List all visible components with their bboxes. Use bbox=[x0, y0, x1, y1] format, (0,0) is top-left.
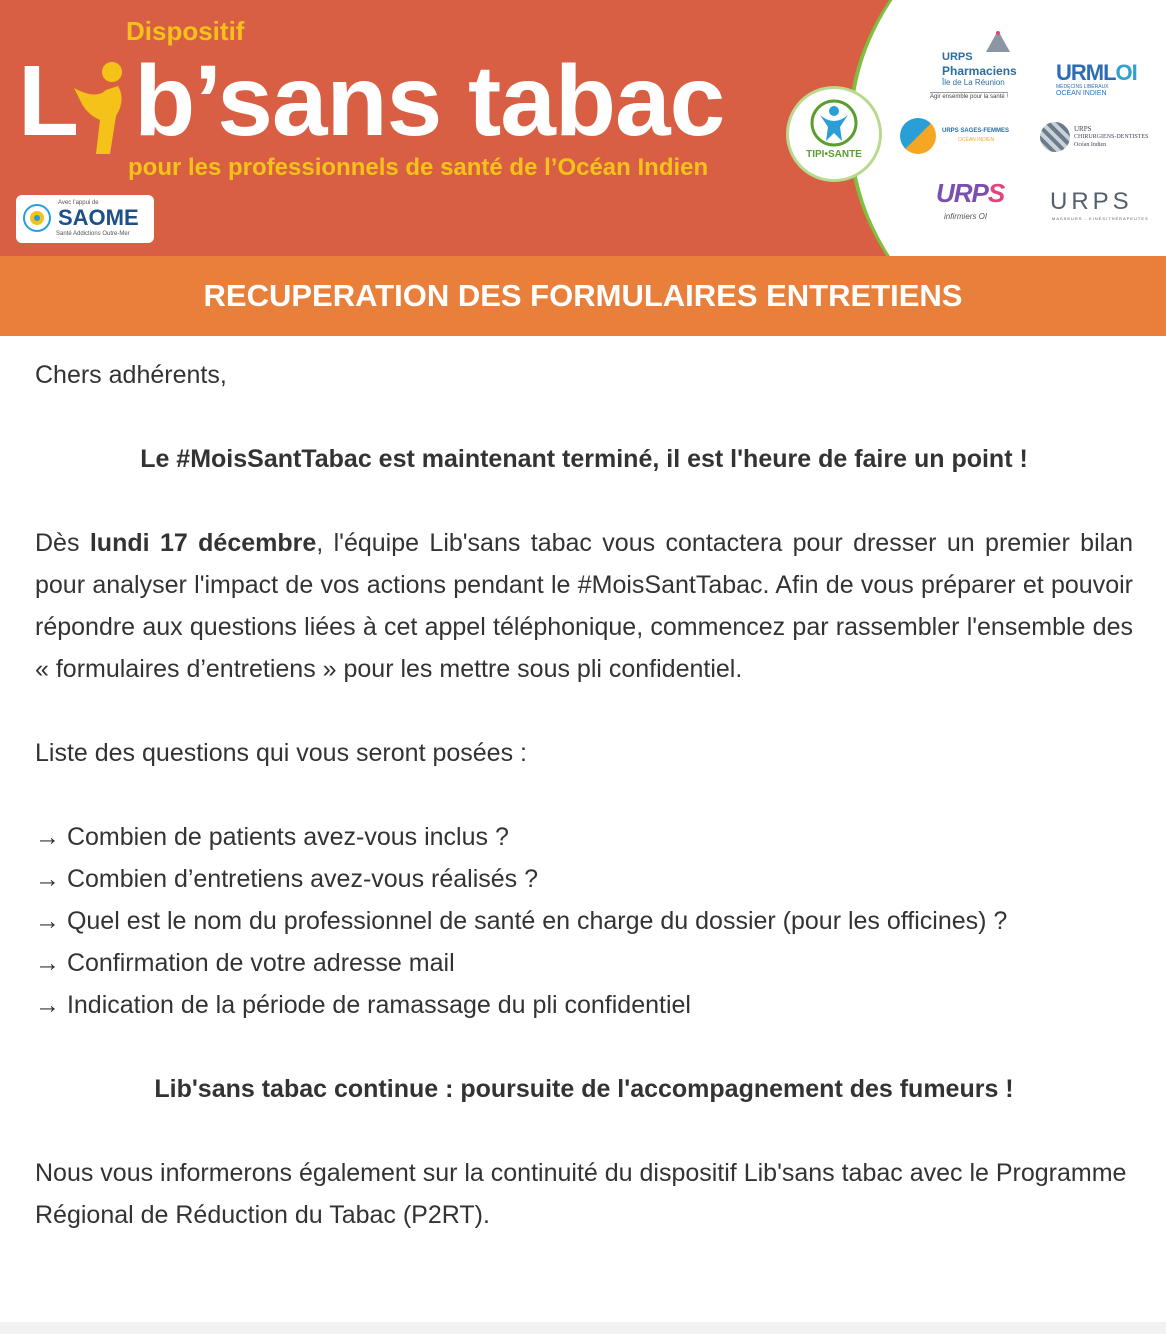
sages-femmes-circle-icon bbox=[900, 118, 936, 154]
urps-chirurgiens-dentistes-logo bbox=[1040, 120, 1164, 156]
greeting: Chers adhérents, bbox=[35, 361, 227, 389]
para1-start: Dès bbox=[35, 529, 90, 557]
person-figure-icon bbox=[66, 60, 136, 156]
closing-paragraph: Nous vous informerons également sur la continuité du dispositif Lib'sans tabac avec le Programme Régional de Réduction du Tabac (P2RT). bbox=[35, 1159, 1127, 1229]
saome-top: Avec l’appui de bbox=[58, 200, 99, 206]
mk-mark: URPS bbox=[1050, 188, 1133, 215]
tipi-label: TIPI•SANTE bbox=[806, 149, 862, 160]
urml-text: URML bbox=[1056, 60, 1116, 85]
saome-sun-icon bbox=[22, 203, 52, 233]
urps-ph-line3: Île de La Réunion bbox=[942, 78, 1005, 87]
urps-pharmaciens-logo bbox=[928, 30, 1028, 102]
list-item: → Quel est le nom du professionnel de santé en charge du dossier (pour les officines) ? bbox=[35, 907, 1008, 935]
saome-name: SAOME bbox=[58, 205, 139, 230]
urps-ph-line2: Pharmaciens bbox=[942, 64, 1017, 78]
headline-continue: Lib'sans tabac continue : poursuite de l'accompagnement des fumeurs ! bbox=[154, 1075, 1014, 1103]
urps-sages-femmes-logo bbox=[900, 118, 1028, 158]
list-intro: Liste des questions qui vous seront posées : bbox=[35, 739, 527, 767]
saome-logo bbox=[16, 195, 154, 243]
sf-line2: OCÉAN INDIEN bbox=[958, 137, 995, 143]
urml-oi-logo bbox=[1052, 52, 1146, 102]
tipi-figure-icon bbox=[806, 97, 862, 147]
inf-line2: infirmiers OI bbox=[944, 212, 988, 221]
tipi-sante-logo bbox=[786, 86, 882, 182]
list-item: → Combien de patients avez-vous inclus ? bbox=[35, 823, 509, 851]
urml-line2: MÉDECINS LIBÉRAUX bbox=[1056, 84, 1109, 90]
headline: Le #MoisSantTabac est maintenant terminé, il est l'heure de faire un point ! bbox=[140, 445, 1028, 473]
brand-rest: b’sans tabac bbox=[134, 45, 725, 157]
volcano-icon bbox=[984, 30, 1012, 52]
intro-paragraph bbox=[35, 522, 1133, 690]
sf-line1: URPS SAGES-FEMMES bbox=[942, 128, 1010, 134]
urps-ph-line1: URPS bbox=[942, 51, 973, 63]
list-item: → Combien d’entretiens avez-vous réalisés ? bbox=[35, 865, 539, 893]
inf-s-text: S bbox=[987, 178, 1005, 208]
dispositif-label: Dispositif bbox=[126, 16, 245, 46]
tagline: pour les professionnels de santé de l’Océan Indien bbox=[128, 154, 709, 181]
cd-line1: URPS bbox=[1074, 125, 1092, 133]
page-title: RECUPERATION DES FORMULAIRES ENTRETIENS bbox=[0, 256, 1166, 336]
urml-mark bbox=[1056, 60, 1137, 86]
footer-strip bbox=[0, 1322, 1166, 1334]
brand-initial: L bbox=[18, 45, 79, 157]
urml-oi-text: OI bbox=[1115, 60, 1137, 85]
urps-infirmiers-logo bbox=[936, 176, 1016, 226]
dentistes-circle-icon bbox=[1040, 122, 1070, 152]
mk-line2: MASSEURS - KINÉSITHÉRAPEUTES bbox=[1052, 216, 1149, 221]
urml-line3: OCÉAN INDIEN bbox=[1056, 90, 1107, 97]
list-item: → Confirmation de votre adresse mail bbox=[35, 949, 455, 977]
inf-text: URP bbox=[936, 178, 988, 208]
cd-line3: Océan Indien bbox=[1074, 142, 1107, 148]
date-highlight: lundi 17 décembre bbox=[89, 529, 317, 557]
para1-rest: , l'équipe Lib'sans tabac vous contactera pour dresser un premier bilan pour analyser l'impact de vos actions pendant le #MoisSantTabac. Afin de vous préparer et pouvoir répondre aux questions liées à cet appel téléphonique, commencez par rassembler l'ensemble des « formulaires d’entretiens » pour les mettre sous pli confidentiel. bbox=[35, 529, 1133, 683]
list-item: → Indication de la période de ramassage du pli confidentiel bbox=[35, 991, 691, 1019]
email-body bbox=[35, 354, 1133, 1236]
header-banner bbox=[0, 0, 1166, 256]
cd-line2: CHIRURGIENS-DENTISTES bbox=[1074, 134, 1149, 140]
saome-sub: Santé Addictions Outre-Mer bbox=[56, 231, 130, 237]
urps-masseurs-logo bbox=[1048, 188, 1152, 224]
urps-ph-line4: Agir ensemble pour la santé ! bbox=[930, 94, 1009, 100]
infirmiers-mark bbox=[936, 178, 1004, 209]
